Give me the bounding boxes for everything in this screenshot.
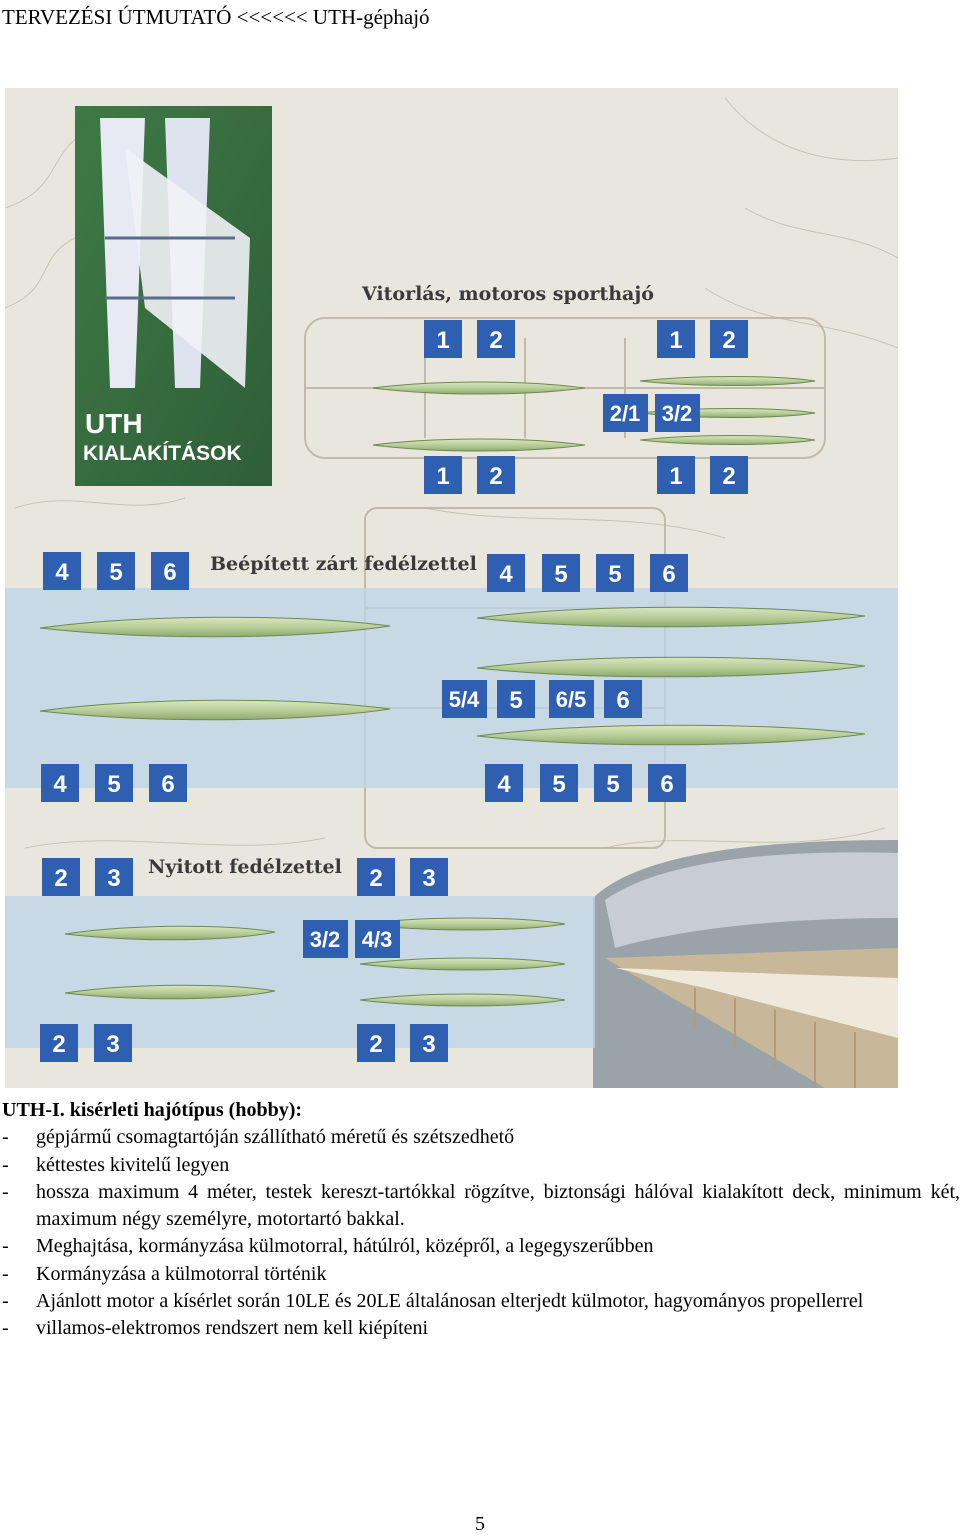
s3-bl-label-1: 2 [52, 1031, 66, 1058]
list-dash: - [2, 1262, 9, 1285]
section-heading: UTH-I. kisérleti hajótípus (hobby): [2, 1099, 303, 1121]
s1-bl-label-2: 2 [489, 463, 503, 490]
s2-br-label-2: 5 [552, 771, 566, 798]
s2-bl-label-2: 5 [107, 771, 121, 798]
s3-mr-label-2: 4/3 [361, 927, 393, 952]
uth-configurations-figure [5, 88, 898, 1088]
list-dash: - [2, 1317, 9, 1340]
list-dash: - [2, 1290, 9, 1313]
list-item [2, 1233, 960, 1260]
list-item [2, 1124, 960, 1151]
section3-title: Nyitott fedélzettel [148, 856, 342, 878]
figure-canvas [5, 88, 898, 1088]
section1-title: Vitorlás, motoros sporthajó [362, 283, 654, 305]
s2-tl-label-3: 6 [163, 559, 177, 586]
s2-tl-label-1: 4 [55, 559, 69, 586]
badge-line1: UTH [85, 408, 143, 439]
s2-bottom-left-labels [41, 764, 187, 802]
list-item-text: Meghajtása, kormányzása külmotorral, hátúlról, középről, a legegyszerűbben [36, 1235, 654, 1258]
s2-br-label-4: 6 [660, 771, 674, 798]
s2-bl-label-3: 6 [161, 771, 175, 798]
s2-tr-label-3: 5 [608, 561, 622, 588]
page-header-title: TERVEZÉSI ÚTMUTATÓ <<<<<< UTH-géphajó [2, 5, 430, 29]
list-item-text: kéttestes kivitelű legyen [36, 1153, 230, 1176]
s2-top-left-labels [43, 552, 189, 590]
s2-mr-label-2: 5 [509, 687, 523, 714]
s2-tr-label-2: 5 [554, 561, 568, 588]
section2-title: Beépített zárt fedélzettel [210, 553, 477, 575]
list-dash: - [2, 1126, 9, 1149]
list-dash: - [2, 1235, 9, 1258]
list-item-text: villamos-elektromos rendszert nem kell kiépíteni [36, 1317, 429, 1340]
s1-br-label-1: 1 [669, 463, 683, 490]
s1-tl-label-2: 2 [489, 327, 503, 354]
s1-mr-label-2: 3/2 [661, 401, 693, 426]
s2-bl-label-1: 4 [53, 771, 67, 798]
s1-tr-label-2: 2 [722, 327, 736, 354]
page-number: 5 [475, 1513, 485, 1535]
s2-mr-label-3: 6/5 [555, 687, 587, 712]
s3-tr-label-1: 2 [369, 865, 383, 892]
s2-tl-label-2: 5 [109, 559, 123, 586]
s2-tr-label-4: 6 [662, 561, 676, 588]
list-item [2, 1315, 960, 1342]
workshop-photo [593, 840, 898, 1088]
list-item [2, 1288, 960, 1315]
list-item [2, 1261, 960, 1288]
s1-bl-label-1: 1 [436, 463, 450, 490]
list-item-text: gépjármű csomagtartóján szállítható méretű és szétszedhető [36, 1126, 515, 1149]
s2-tr-label-1: 4 [499, 561, 513, 588]
s1-mr-label-1: 2/1 [609, 401, 641, 426]
description-text [2, 1097, 960, 1343]
s2-br-label-3: 5 [606, 771, 620, 798]
s1-tr-label-1: 1 [669, 327, 683, 354]
badge-line2: KIALAKÍTÁSOK [83, 442, 242, 465]
s3-br-label-2: 3 [422, 1031, 436, 1058]
list-item [2, 1179, 960, 1234]
s1-br-label-2: 2 [722, 463, 736, 490]
list-item-text: Kormányzása a külmotorral történik [36, 1262, 327, 1285]
s3-br-label-1: 2 [369, 1031, 383, 1058]
s3-tl-label-2: 3 [107, 865, 121, 892]
s2-mr-label-1: 5/4 [448, 687, 480, 712]
s3-tr-label-2: 3 [422, 865, 436, 892]
list-item [2, 1152, 960, 1179]
s1-tl-label-1: 1 [436, 327, 450, 354]
s3-bl-label-2: 3 [106, 1031, 120, 1058]
list-item-text: Ajánlott motor a kísérlet során 10LE és 20LE általánosan elterjedt külmotor, hagyományos propellerrel [36, 1290, 864, 1313]
list-dash: - [2, 1153, 9, 1176]
list-item-text: hossza maximum 4 méter, testek kereszt-tartókkal rögzítve, biztonsági hálóval kialakított deck, minimum két, maximum négy személyre, motortartó bakkal. [36, 1180, 960, 1231]
list-dash: - [2, 1180, 9, 1203]
catamaran-photo [75, 106, 272, 486]
s2-br-label-1: 4 [497, 771, 511, 798]
s2-mr-label-4: 6 [616, 687, 630, 714]
s3-mr-label-1: 3/2 [309, 927, 341, 952]
s3-tl-label-1: 2 [54, 865, 68, 892]
